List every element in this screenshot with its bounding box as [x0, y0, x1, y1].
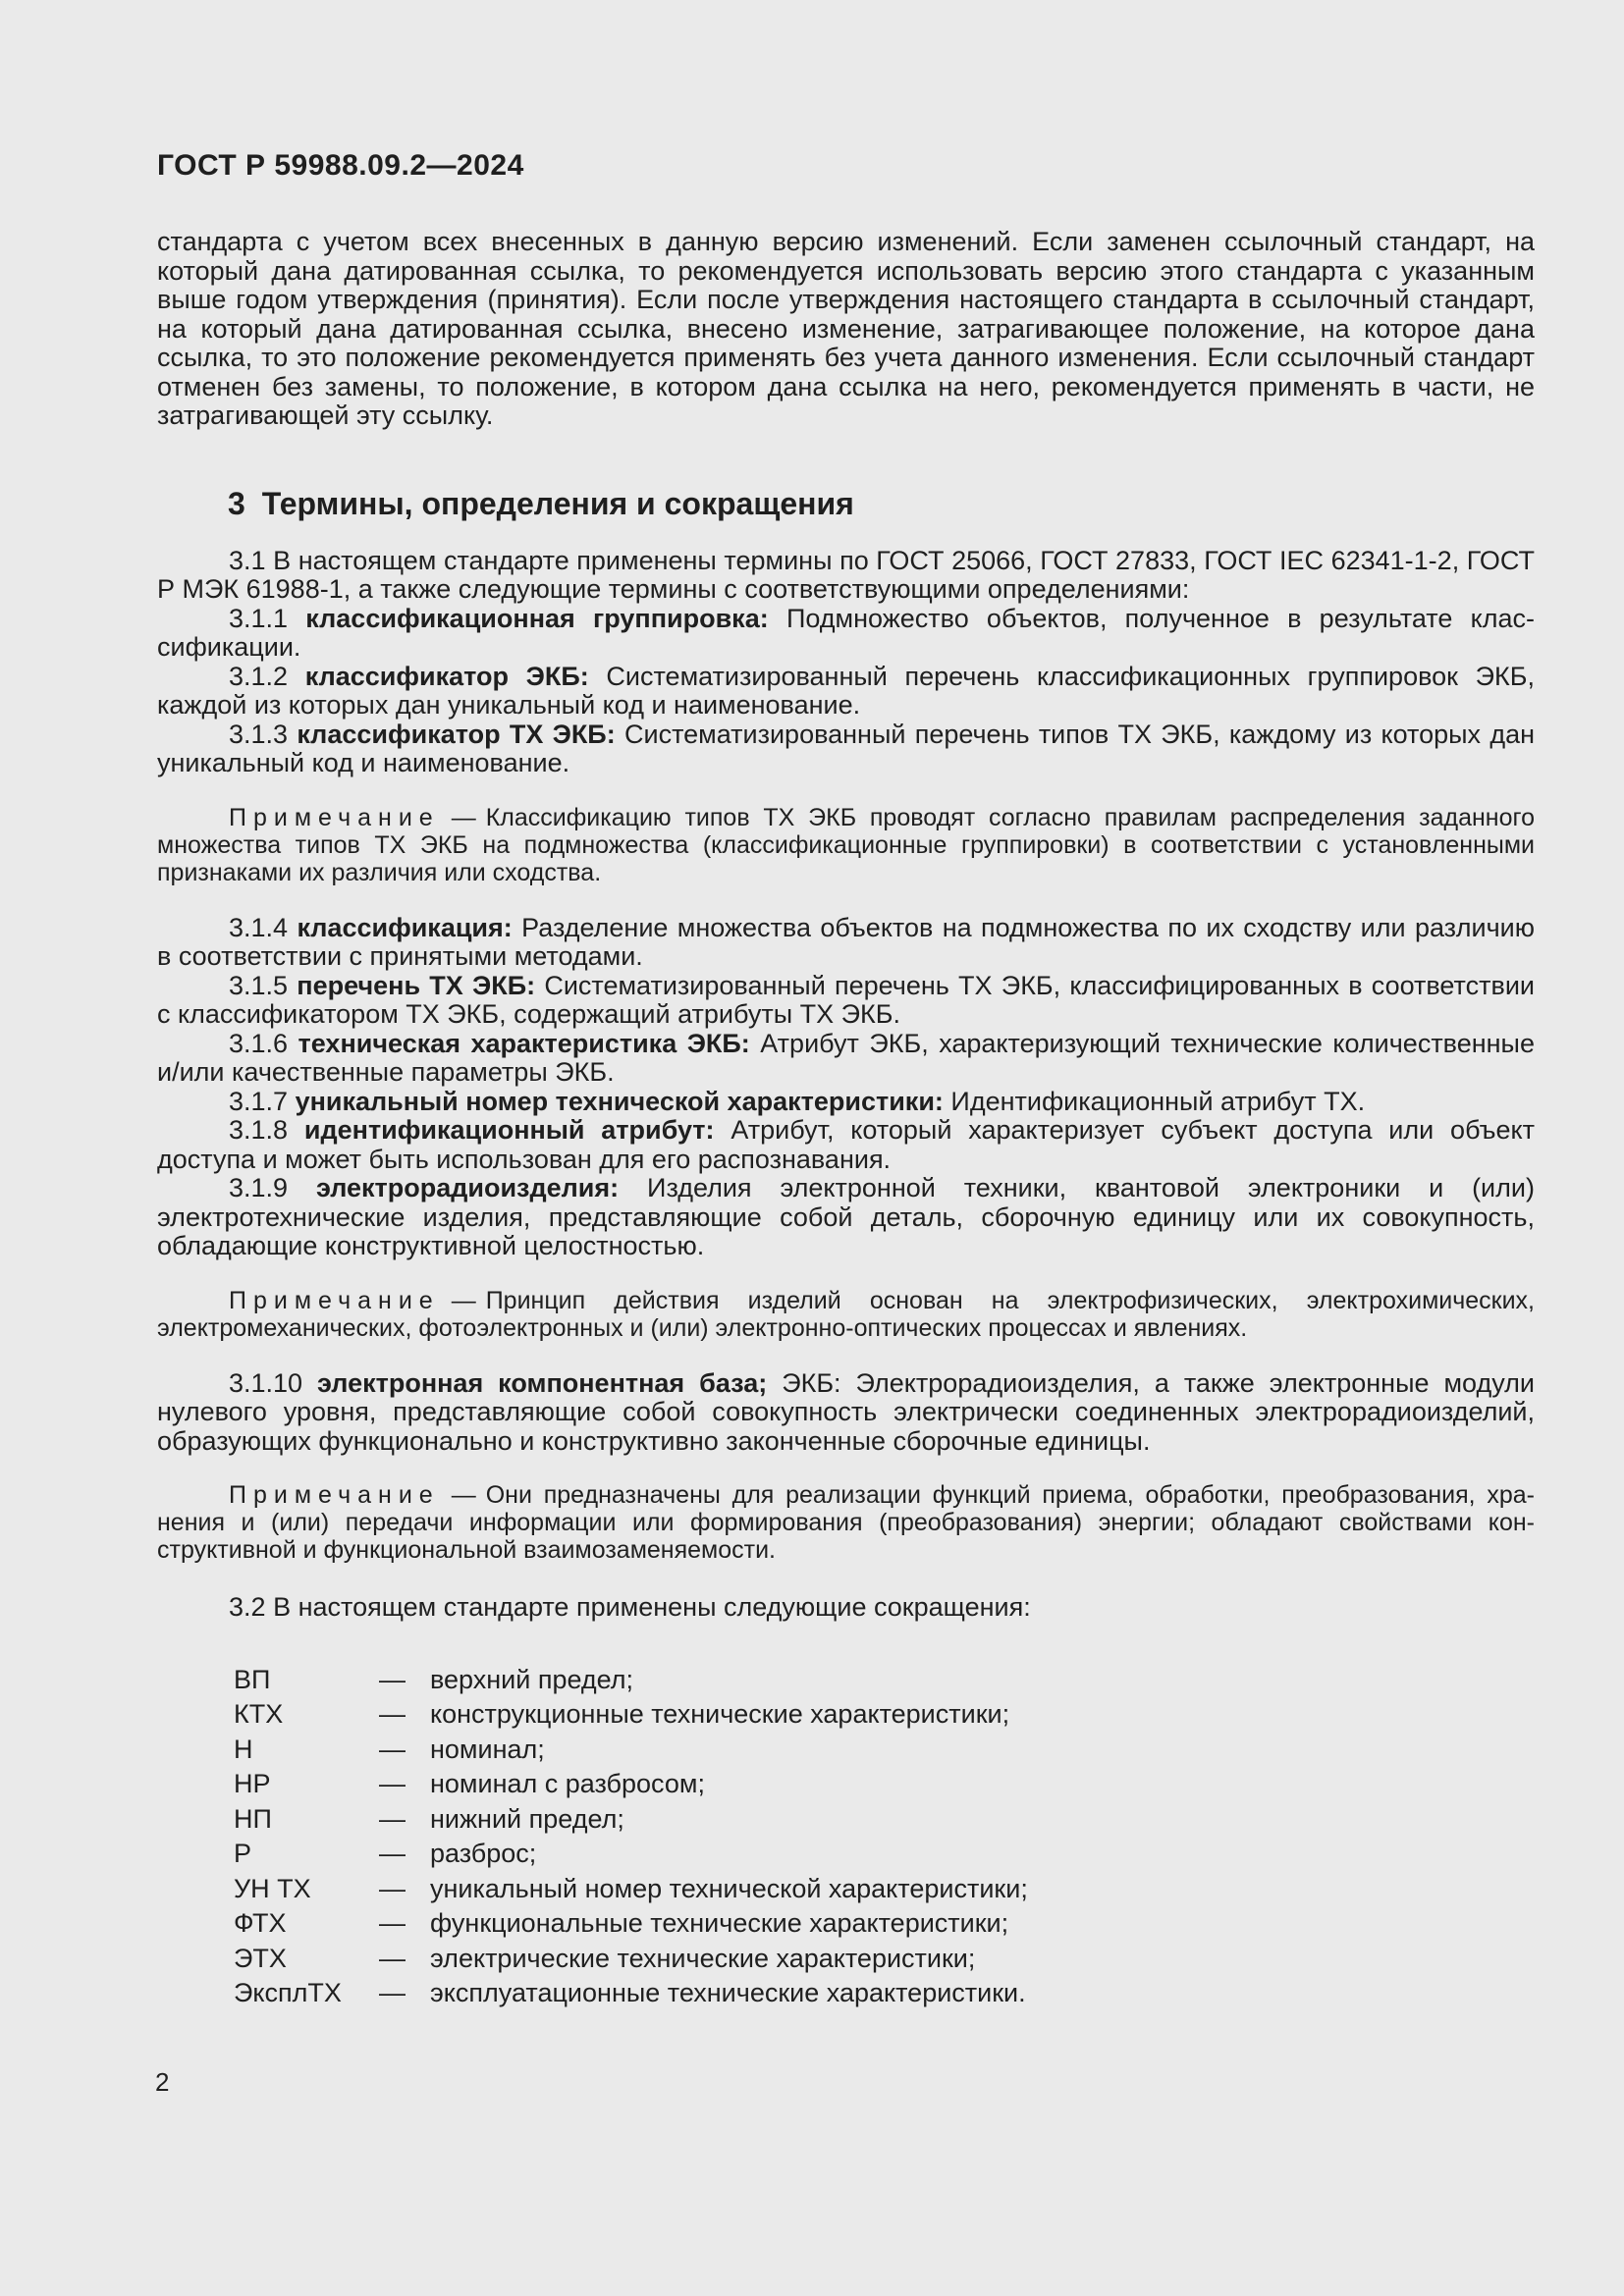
- term-paragraph: [157, 1088, 1535, 1117]
- term-paragraph: [157, 605, 1535, 663]
- abbreviation-label: ЭТХ: [234, 1943, 287, 1973]
- term-name: классификатор ТХ ЭКБ:: [297, 719, 616, 749]
- terms-list: [157, 605, 1535, 1565]
- term-number: 3.1.4: [229, 912, 289, 942]
- intro-paragraph: стандарта с учетом всех внесенных в данную версию изменений. Если заменен ссылочный стандарт, на который дана датированная ссылка, то рекомендуется использовать версию этого стандарта с указанным выше годом утверждения (принятия). Если после утверждения настоящего стандарта в ссылочный стандарт, на который дана датированная ссылка, внесено изменение, затрагивающее положение, на которое дана ссылка, то это положение рекомендуется применять без учета данного изменения. Если ссылочный стандарт отменен без замены, то положение, в котором дана ссылка на него, рекомендуется применять в части, не затрагивающей эту ссылку.: [157, 227, 1535, 430]
- term-number: 3.1.9: [229, 1173, 289, 1202]
- term-number: 3.1.8: [229, 1115, 289, 1145]
- term-paragraph: [157, 972, 1535, 1030]
- abbreviation-row: [157, 1875, 1535, 1904]
- section-title: Термины, определения и сокращения: [261, 485, 854, 521]
- abbreviation-row: [157, 1735, 1535, 1765]
- abbreviation-definition: функциональные технические характеристики;: [430, 1908, 1009, 1938]
- term-name: перечень ТХ ЭКБ:: [297, 970, 536, 1000]
- abbreviation-label: ФТХ: [234, 1908, 287, 1938]
- term-number: 3.1.7: [229, 1086, 289, 1116]
- abbreviation-label: Р: [234, 1839, 252, 1868]
- abbreviation-label: КТХ: [234, 1699, 284, 1729]
- term-block: [157, 1116, 1535, 1174]
- term-paragraph: [157, 663, 1535, 721]
- term-number: 3.1.2: [229, 661, 289, 691]
- term-block: [157, 972, 1535, 1030]
- term-paragraph: [157, 1369, 1535, 1457]
- abbreviation-definition: номинал;: [430, 1734, 545, 1764]
- term-block: [157, 1030, 1535, 1088]
- note-text: Принцип действия изделий основан на электрофизических, электрохимических, электромеханических, фотоэлектронных и (или) электронно-оптических процессах и явлениях.: [157, 1286, 1535, 1342]
- term-paragraph: [157, 1030, 1535, 1088]
- term-name: электронная компонентная база;: [317, 1367, 768, 1398]
- abbreviation-row: [157, 1770, 1535, 1799]
- note-label: Примечание: [229, 803, 440, 831]
- term-definition: Электрорадиоизделия, а также электронные модули нулевого уровня, представляющие собой совокупность электрически соединенных электрорадиоизделий, образующих функционально и конструктивно законченные сборочные единицы.: [157, 1367, 1535, 1456]
- term-block: [157, 721, 1535, 886]
- abbreviation-row: [157, 1666, 1535, 1695]
- running-header-doc-code: ГОСТ Р 59988.09.2—2024: [157, 149, 524, 182]
- abbreviation-row: [157, 1945, 1535, 1974]
- abbr-intro-paragraph: [157, 1593, 1535, 1623]
- abbreviation-definition: электрические технические характеристики;: [430, 1943, 976, 1973]
- abbreviation-label: УН ТХ: [234, 1873, 311, 1903]
- term-paragraph: [157, 914, 1535, 972]
- term-block: [157, 914, 1535, 972]
- page-number: 2: [155, 2067, 170, 2097]
- note-dash: —: [451, 1286, 476, 1314]
- term-block: [157, 605, 1535, 663]
- note-label: Примечание: [229, 1481, 440, 1509]
- term-paragraph: [157, 1116, 1535, 1174]
- note-text: Они предназначены для реализации функций приема, обработки, преобразования, хранения и (или) передачи информации или формирования (преобразования) энергии; обладают свойствами конструктивной и функциональной взаимозаменяемости.: [157, 1481, 1535, 1564]
- term-name: уникальный номер технической характеристики:: [295, 1086, 944, 1116]
- abbreviation-label: ВП: [234, 1664, 271, 1694]
- abbreviation-definition: уникальный номер технической характеристики;: [430, 1873, 1028, 1903]
- abbreviation-definition: номинал с разбросом;: [430, 1769, 705, 1798]
- abbreviation-definition: разброс;: [430, 1839, 537, 1868]
- term-note: [157, 804, 1535, 886]
- term-paragraph: [157, 721, 1535, 778]
- abbreviation-dash: —: [379, 1734, 406, 1764]
- term-definition: Подмножество объектов, полученное в результате классификации.: [157, 603, 1535, 662]
- term-number: 3.1.6: [229, 1028, 289, 1058]
- section-number: 3: [228, 485, 245, 521]
- term-definition: Систематизированный перечень классификационных группировок ЭКБ, каждой из которых дан уникальный код и наименование.: [157, 661, 1535, 720]
- terms-intro-paragraph: [157, 547, 1535, 605]
- note-text: Классификацию типов ТХ ЭКБ проводят согласно правилам распределения заданного множества типов ТХ ЭКБ на подмножества (классификационные группировки) в соответствии с установленными признаками их различия или сходства.: [157, 803, 1535, 886]
- abbreviation-row: [157, 1979, 1535, 2008]
- abbreviation-dash: —: [379, 1664, 406, 1694]
- abbreviations-list: [157, 1666, 1535, 2008]
- abbreviation-dash: —: [379, 1943, 406, 1973]
- abbreviation-dash: —: [379, 1699, 406, 1729]
- clause-text: В настоящем стандарте применены термины по ГОСТ 25066, ГОСТ 27833, ГОСТ IEC 62341-1-2, ГОСТ Р МЭК 61988-1, а также следующие термины с соответствующими определениями:: [157, 545, 1535, 604]
- term-definition: Разделение множества объектов на подмножества по их сходству или различию в соответствии с принятыми методами.: [157, 912, 1535, 971]
- term-definition: Идентификационный атрибут ТХ.: [950, 1086, 1366, 1116]
- abbreviation-dash: —: [379, 1978, 406, 2007]
- abbreviation-definition: нижний предел;: [430, 1803, 624, 1834]
- note-dash: —: [451, 1481, 476, 1509]
- term-number: 3.1.10: [229, 1367, 303, 1398]
- term-definition: Изделия электронной техники, квантовой электроники и (или) электротехнические изделия, представляющие собой деталь, сборочную единицу или их совокупность, обладающие конструктивной целостностью.: [157, 1173, 1535, 1260]
- term-definition: Систематизированный перечень типов ТХ ЭКБ, каждому из которых дан уникальный код и наименование.: [157, 719, 1535, 777]
- section-heading: [157, 486, 1535, 521]
- term-block: [157, 1369, 1535, 1565]
- abbreviation-dash: —: [379, 1769, 406, 1798]
- term-number: 3.1.5: [229, 970, 289, 1000]
- note-label: Примечание: [229, 1286, 440, 1314]
- note-dash: —: [451, 803, 476, 831]
- term-synonym: ЭКБ:: [782, 1367, 841, 1398]
- abbreviation-row: [157, 1909, 1535, 1939]
- clause-text: В настоящем стандарте применены следующие сокращения:: [273, 1592, 1031, 1622]
- term-name: классификационная группировка:: [305, 603, 769, 633]
- term-block: [157, 663, 1535, 721]
- term-name: техническая характеристика ЭКБ:: [298, 1028, 750, 1058]
- abbreviation-definition: верхний предел;: [430, 1664, 634, 1694]
- abbreviation-row: [157, 1805, 1535, 1835]
- term-note: [157, 1287, 1535, 1342]
- abbreviation-definition: эксплуатационные технические характеристики.: [430, 1978, 1026, 2007]
- abbreviation-label: НР: [234, 1769, 271, 1798]
- abbreviation-dash: —: [379, 1839, 406, 1868]
- clause-number: 3.1: [229, 545, 266, 575]
- term-definition: Атрибут ЭКБ, характеризующий технические количественные и/или качественные параметры ЭКБ.: [157, 1028, 1535, 1087]
- abbreviation-row: [157, 1840, 1535, 1869]
- term-number: 3.1.1: [229, 603, 289, 633]
- term-definition: Атрибут, который характеризует субъект доступа или объект доступа и может быть использован для его распознавания.: [157, 1115, 1536, 1174]
- term-block: [157, 1174, 1535, 1342]
- abbreviation-label: ЭксплТХ: [234, 1978, 342, 2007]
- abbreviation-label: НП: [234, 1803, 272, 1834]
- term-name: классификатор ЭКБ:: [304, 661, 589, 691]
- term-name: электрорадиоизделия:: [315, 1173, 620, 1202]
- abbreviation-row: [157, 1700, 1535, 1730]
- abbreviation-definition: конструкционные технические характеристики;: [430, 1699, 1010, 1729]
- abbreviation-dash: —: [379, 1803, 406, 1834]
- term-note: [157, 1481, 1535, 1564]
- abbreviation-label: Н: [234, 1734, 253, 1764]
- abbreviation-dash: —: [379, 1908, 406, 1938]
- term-paragraph: [157, 1174, 1535, 1261]
- term-name: классификация:: [297, 912, 513, 942]
- term-name: идентификационный атрибут:: [303, 1115, 715, 1145]
- term-definition: Систематизированный перечень ТХ ЭКБ, классифицированных в соответствии с классификатором ТХ ЭКБ, содержащий атрибуты ТХ ЭКБ.: [157, 970, 1535, 1029]
- abbreviation-dash: —: [379, 1873, 406, 1903]
- term-number: 3.1.3: [229, 719, 289, 749]
- clause-number: 3.2: [229, 1592, 266, 1622]
- term-block: [157, 1088, 1535, 1117]
